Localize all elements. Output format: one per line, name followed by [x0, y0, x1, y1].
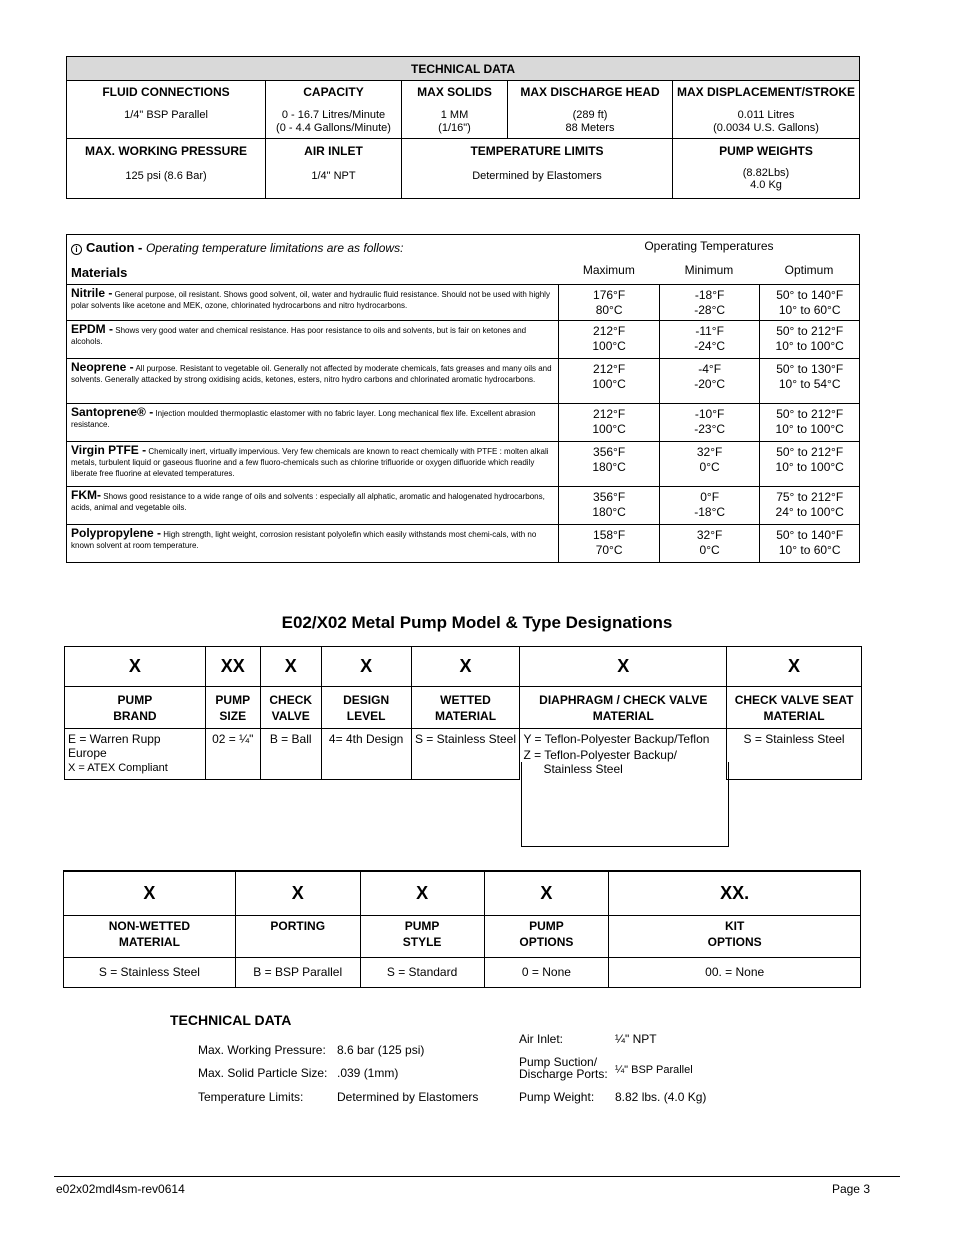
temp-value: 0°F: [700, 490, 720, 504]
material-row: [67, 359, 860, 404]
code-seat: X: [727, 647, 862, 687]
code-porting: X: [235, 871, 360, 915]
code-brand: X: [65, 647, 206, 687]
temp-minimum-cell: [659, 442, 760, 487]
max-solids-cell: [402, 81, 508, 139]
material-row: [67, 404, 860, 442]
temp-value: 32°F: [696, 528, 723, 542]
temp-value: -4°F: [698, 362, 722, 376]
code-wetted-material: X: [411, 647, 520, 687]
label-diaphragm-material: DIAPHRAGM / CHECK VALVE MATERIAL: [520, 687, 727, 729]
summary-key: Pump Suction/ Discharge Ports:: [519, 1055, 608, 1081]
temp-value: 0°C: [699, 460, 720, 474]
max-displacement-cell: [673, 81, 860, 139]
operating-temperatures-header: [559, 235, 860, 285]
label-check-valve: CHECK VALVE: [260, 687, 321, 729]
temp-optimum-cell: [760, 442, 860, 487]
summary-value: ¼" BSP Parallel: [615, 1064, 693, 1076]
temp-minimum-cell: [659, 404, 760, 442]
temp-value: -18°C: [694, 505, 726, 519]
temp-value: 100°C: [592, 377, 626, 391]
cell-value: 0 - 16.7 Litres/Minute: [281, 109, 386, 121]
temp-value: 100°C: [592, 422, 626, 436]
caution-icon: i: [71, 244, 82, 255]
footer-page-number: Page 3: [831, 1182, 870, 1196]
temp-value: 32°F: [696, 445, 723, 459]
value-kit-options: 00. = None: [609, 957, 861, 987]
material-description-cell: [67, 442, 559, 487]
temp-value: 50° to 140°F: [776, 528, 844, 542]
temp-value: 50° to 212°F: [776, 445, 844, 459]
summary-key: Air Inlet:: [519, 1032, 564, 1046]
temp-minimum-cell: [659, 359, 760, 404]
cell-heading: CAPACITY: [303, 85, 364, 99]
designation-table-1: [64, 646, 862, 780]
code-pump-style: X: [360, 871, 484, 915]
summary-key: Max. Working Pressure:: [198, 1043, 326, 1057]
cell-heading: MAX DISCHARGE HEAD: [520, 85, 660, 99]
value-design-level: 4= 4th Design: [321, 729, 411, 780]
material-row: [67, 442, 860, 487]
value-non-wetted: S = Stainless Steel: [64, 957, 236, 987]
temp-value: 10° to 54°C: [778, 377, 841, 391]
technical-data-title: TECHNICAL DATA: [67, 57, 860, 81]
col-minimum: Minimum: [684, 263, 734, 277]
cell-heading: MAX DISPLACEMENT/STROKE: [676, 85, 855, 99]
material-description-cell: [67, 285, 559, 321]
temp-value: 212°F: [593, 362, 626, 376]
footer-rule: [54, 1176, 900, 1177]
material-description-cell: [67, 487, 559, 525]
temp-minimum-cell: [659, 525, 760, 563]
temp-value: 176°F: [593, 288, 626, 302]
max-discharge-head-cell: [508, 81, 673, 139]
value-pump-size: 02 = ¼": [205, 729, 260, 780]
temp-value: 180°C: [592, 505, 626, 519]
temp-value: 212°F: [593, 324, 626, 338]
temp-maximum-cell: [559, 442, 660, 487]
cell-heading: AIR INLET: [304, 144, 363, 158]
temp-maximum-cell: [559, 525, 660, 563]
label-pump-options: PUMP OPTIONS: [484, 915, 609, 957]
label-pump-brand: PUMP BRAND: [65, 687, 206, 729]
material-description-cell: [67, 525, 559, 563]
material-name: Santoprene® -: [71, 405, 154, 419]
code-diaphragm: X: [520, 647, 727, 687]
technical-data-table: [66, 56, 860, 199]
material-description: All purpose. Resistant to vegetable oil. Generally not affected by moderate chemicals, fats greases and many oils and solvents. Generally attacked by strong oxidising acids, ketones, esters, nitro hydro carbons and chlorinated aromatic hydrocarbons.: [71, 364, 552, 384]
code-pump-options: X: [484, 871, 609, 915]
temp-optimum-cell: [760, 359, 860, 404]
temp-value: 0°C: [699, 543, 720, 557]
temp-value: 24° to 100°C: [775, 505, 844, 519]
material-description: General purpose, oil resistant. Shows good solvent, oil, water and hydraulic fluid resistance. Should not be used with highly polar solvents like acetone and MEK, ozone, chlorinated hydrocarbons and nitro hydrocarbons.: [71, 290, 550, 310]
cell-value: (0.0034 U.S. Gallons): [713, 122, 819, 134]
temp-value: -20°C: [694, 377, 726, 391]
temp-optimum-cell: [760, 321, 860, 359]
temp-value: 70°C: [595, 543, 623, 557]
cell-heading: TEMPERATURE LIMITS: [470, 144, 604, 158]
summary-value: 8.82 lbs. (4.0 Kg): [615, 1090, 707, 1104]
material-row: [67, 285, 860, 321]
value-porting: B = BSP Parallel: [235, 957, 360, 987]
temp-minimum-cell: [659, 321, 760, 359]
label-pump-style: PUMP STYLE: [360, 915, 484, 957]
cell-heading: MAX. WORKING PRESSURE: [84, 144, 247, 158]
summary-key: Temperature Limits:: [198, 1090, 304, 1104]
code-check-valve: X: [260, 647, 321, 687]
cell-value: 88 Meters: [565, 122, 615, 134]
temp-optimum-cell: [760, 525, 860, 563]
code-kit-options: XX.: [609, 871, 861, 915]
temperature-limits-cell: [402, 139, 673, 199]
material-name: Polypropylene -: [71, 526, 162, 540]
label-kit-options: KIT OPTIONS: [609, 915, 861, 957]
material-description-cell: [67, 321, 559, 359]
temp-optimum-cell: [760, 487, 860, 525]
summary-value: Determined by Elastomers: [337, 1090, 479, 1104]
value-pump-options: 0 = None: [484, 957, 609, 987]
summary-key: Pump Weight:: [519, 1090, 595, 1104]
cell-heading: FLUID CONNECTIONS: [102, 85, 230, 99]
temp-optimum-cell: [760, 285, 860, 321]
caution-label: Caution -: [86, 240, 143, 255]
cell-value: 1/4" BSP Parallel: [124, 109, 208, 121]
temp-value: -23°C: [694, 422, 726, 436]
max-working-pressure-cell: [67, 139, 266, 199]
material-name: EPDM -: [71, 322, 113, 336]
material-description-cell: [67, 404, 559, 442]
designation-table-2: [63, 870, 861, 988]
material-description: High strength, light weight, corrosion resistant polyolefin which easily withstands most chemi-cals, with no known solvent at room temperature.: [71, 530, 537, 550]
cell-value: 1 MM: [440, 109, 469, 121]
air-inlet-cell: [266, 139, 402, 199]
summary-value: 8.6 bar (125 psi): [337, 1043, 425, 1057]
temp-maximum-cell: [559, 487, 660, 525]
label-non-wetted: NON-WETTED MATERIAL: [64, 915, 236, 957]
temp-maximum-cell: [559, 285, 660, 321]
summary-value: .039 (1mm): [337, 1066, 399, 1080]
temp-value: 10° to 100°C: [775, 339, 844, 353]
cell-value: Determined by Elastomers: [472, 170, 602, 182]
code-size: XX: [205, 647, 260, 687]
temp-value: 80°C: [595, 303, 623, 317]
code-design-level: X: [321, 647, 411, 687]
temp-value: -28°C: [694, 303, 726, 317]
value-check-valve: B = Ball: [260, 729, 321, 780]
label-wetted-material: WETTED MATERIAL: [411, 687, 520, 729]
temp-value: 158°F: [593, 528, 626, 542]
materials-label: Materials: [71, 265, 128, 280]
material-name: Virgin PTFE -: [71, 443, 147, 457]
value-pump-style: S = Standard: [360, 957, 484, 987]
designations-title: E02/X02 Metal Pump Model & Type Designations: [281, 613, 673, 632]
temp-optimum-cell: [760, 404, 860, 442]
summary-value: ¼" NPT: [615, 1032, 657, 1046]
capacity-cell: [266, 81, 402, 139]
material-description: Chemically inert, virtually impervious. Very few chemicals are known to react chemically with PTFE : molten alkali metals, turbulent liquid or gaseous fluorine and a few fluoro-chemicals such as chlorine trifluoride or oxygen difluoride which readily liberate free fluorine at elevated temperatures.: [71, 447, 549, 478]
label-porting: PORTING: [235, 915, 360, 957]
cell-value: 4.0 Kg: [750, 179, 782, 191]
summary-key: Max. Solid Particle Size:: [198, 1066, 328, 1080]
footer-doc-id: e02x02mdl4sm-rev0614: [56, 1182, 185, 1196]
code-non-wetted: X: [64, 871, 236, 915]
value-pump-brand: E = Warren Rupp Europe X = ATEX Compliant: [65, 729, 206, 780]
temp-value: 100°C: [592, 339, 626, 353]
col-maximum: Maximum: [582, 263, 635, 277]
operating-temperatures-table: [66, 234, 860, 563]
label-pump-size: PUMP SIZE: [205, 687, 260, 729]
temp-minimum-cell: [659, 487, 760, 525]
temp-value: 50° to 140°F: [776, 288, 844, 302]
value-diaphragm-material: Y = Teflon-Polyester Backup/Teflon Z = Teflon-Polyester Backup/ Stainless Steel: [520, 729, 727, 780]
cell-heading: PUMP WEIGHTS: [719, 144, 813, 158]
caution-line: [71, 240, 403, 255]
value-wetted-material: S = Stainless Steel: [411, 729, 520, 780]
temp-value: 10° to 60°C: [778, 543, 841, 557]
material-row: [67, 487, 860, 525]
temp-value: 356°F: [593, 490, 626, 504]
material-row: [67, 321, 860, 359]
diaphragm-cell-extension: [521, 762, 729, 847]
temp-minimum-cell: [659, 285, 760, 321]
temp-value: 356°F: [593, 445, 626, 459]
temp-maximum-cell: [559, 321, 660, 359]
cell-value: (1/16"): [438, 122, 471, 134]
material-description: Injection moulded thermoplastic elastomer with no fabric layer. Long mechanical flex life. Excellent abrasion resistance.: [71, 409, 536, 429]
cell-value: 1/4" NPT: [311, 170, 356, 182]
temp-value: 10° to 60°C: [778, 303, 841, 317]
summary-title: TECHNICAL DATA: [170, 1012, 292, 1028]
material-name: Neoprene -: [71, 360, 134, 374]
cell-value: (289 ft): [572, 109, 608, 121]
cell-heading: MAX SOLIDS: [417, 85, 492, 99]
temp-value: 10° to 100°C: [775, 460, 844, 474]
material-name: Nitrile -: [71, 286, 113, 300]
caution-header: [67, 235, 559, 285]
temp-value: -18°F: [694, 288, 725, 302]
temp-value: 50° to 212°F: [776, 324, 844, 338]
cell-value: (0 - 4.4 Gallons/Minute): [276, 122, 391, 134]
temp-value: 50° to 130°F: [776, 362, 844, 376]
temp-value: 212°F: [593, 407, 626, 421]
pump-weights-cell: [673, 139, 860, 199]
temp-value: 75° to 212°F: [776, 490, 844, 504]
fluid-connections-cell: [67, 81, 266, 139]
temp-maximum-cell: [559, 359, 660, 404]
caution-text: Operating temperature limitations are as follows:: [145, 241, 404, 255]
material-description-cell: [67, 359, 559, 404]
temp-value: 180°C: [592, 460, 626, 474]
temp-value: -10°F: [694, 407, 725, 421]
temp-value: -11°F: [695, 324, 724, 338]
material-name: FKM-: [71, 488, 101, 502]
material-row: [67, 525, 860, 563]
cell-value: (8.82Lbs): [742, 167, 790, 179]
material-description: Shows very good water and chemical resistance. Has poor resistance to oils and solvents, but is fair on ketones and alcohols.: [71, 326, 527, 346]
material-description: Shows good resistance to a wide range of oils and solvents : especially all alphatic, aromatic and halogenated hydrocarbons, acids, animal and vegetable oils.: [71, 492, 545, 512]
label-design-level: DESIGN LEVEL: [321, 687, 411, 729]
temp-maximum-cell: [559, 404, 660, 442]
cell-value: 0.011 Litres: [737, 109, 795, 121]
temp-value: -24°C: [694, 339, 726, 353]
cell-value: 125 psi (8.6 Bar): [125, 170, 207, 182]
temp-value: 50° to 212°F: [776, 407, 844, 421]
label-seat-material: CHECK VALVE SEAT MATERIAL: [727, 687, 862, 729]
value-seat-material: S = Stainless Steel: [727, 729, 862, 780]
col-optimum: Optimum: [784, 263, 834, 277]
operating-temperatures-title: Operating Temperatures: [644, 239, 774, 253]
temp-value: 10° to 100°C: [775, 422, 844, 436]
